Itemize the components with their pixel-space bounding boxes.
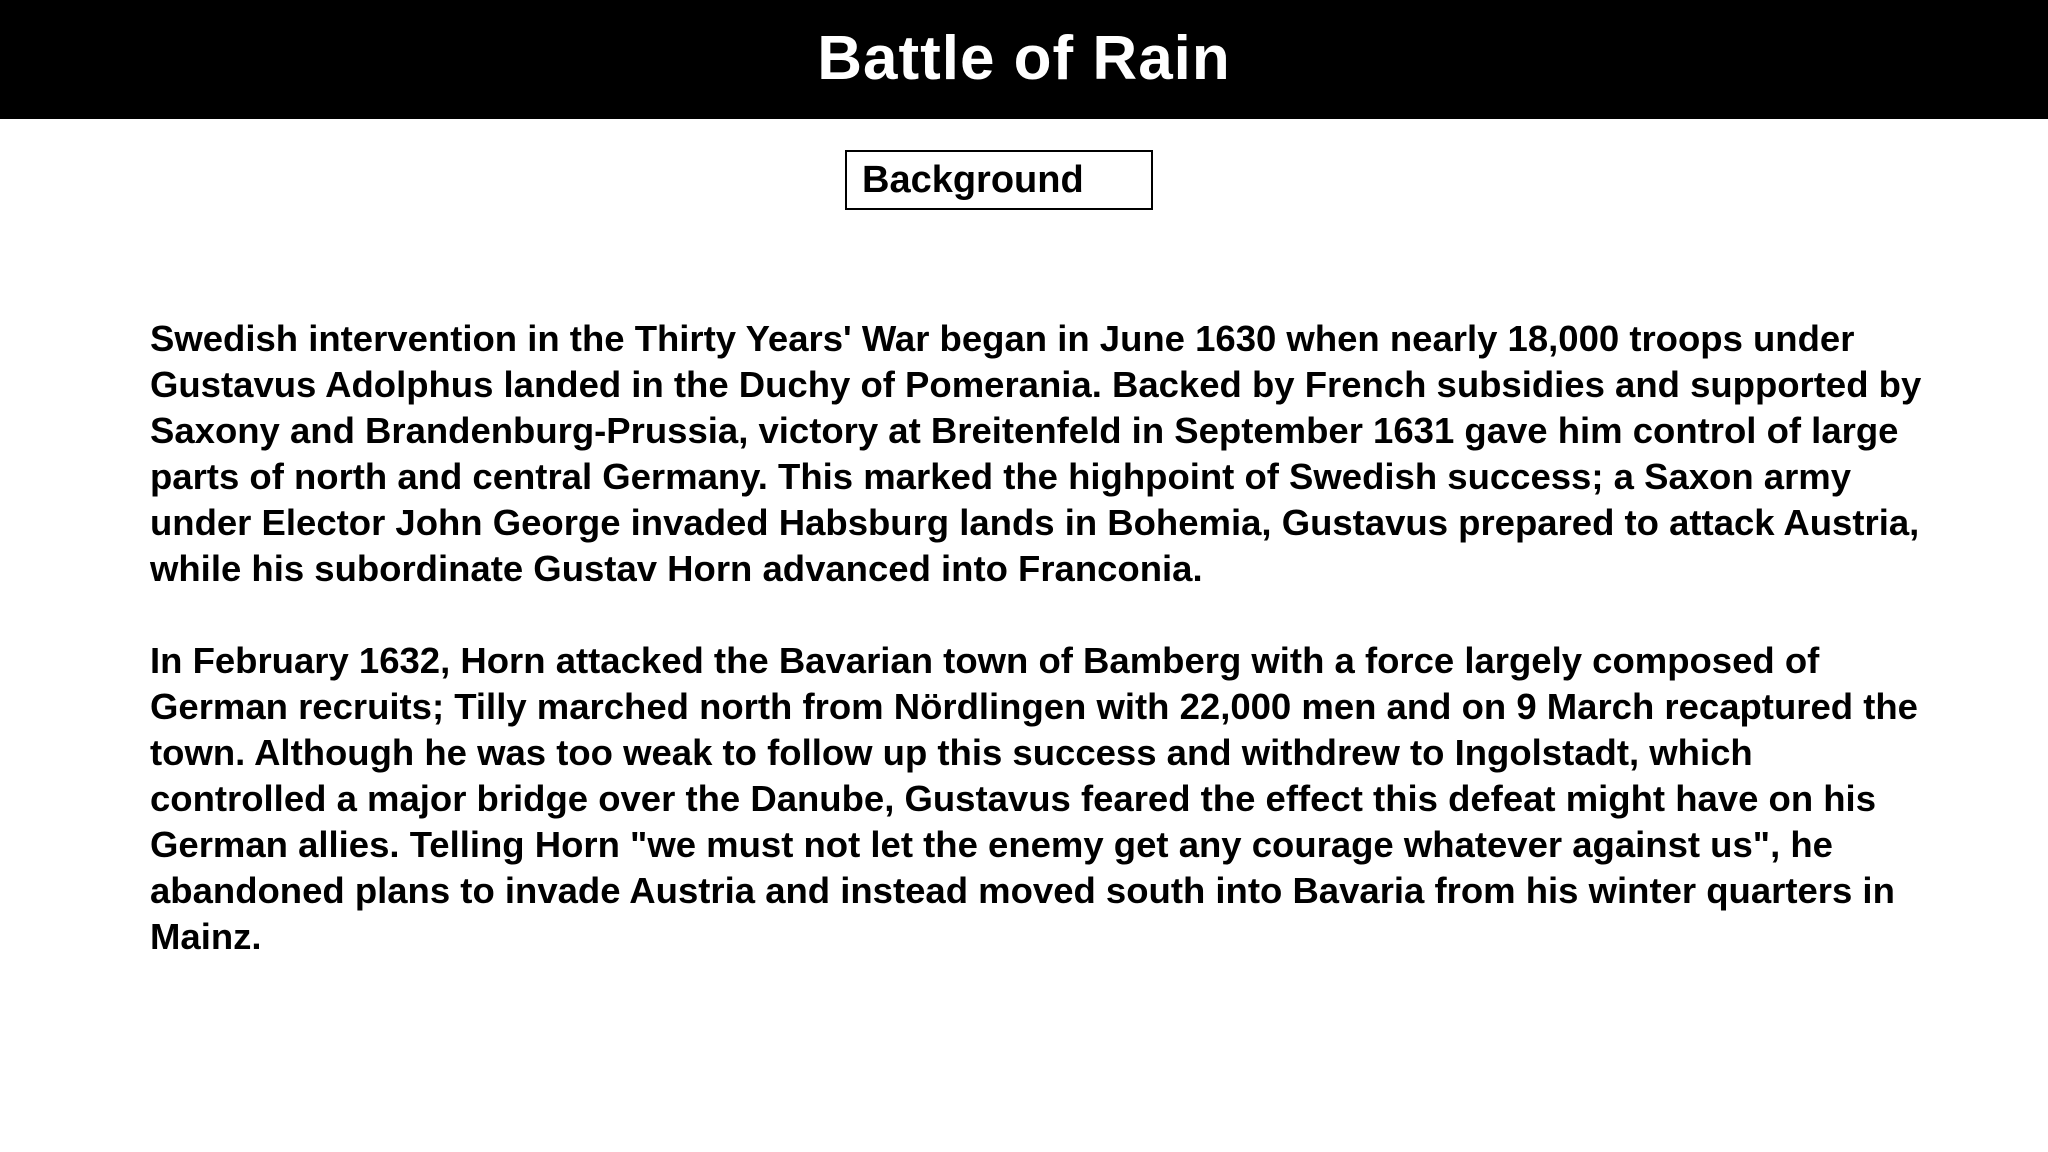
paragraph-2: In February 1632, Horn attacked the Bavarian town of Bamberg with a force largely composed of German recruits; Tilly marched north from Nördlingen with 22,000 men and on 9 March recaptured the town. Although he was too weak to follow up this success and withdrew to Ingolstadt, which controlled a major bridge over the Danube, Gustavus feared the effect this defeat might have on his German allies. Telling Horn "we must not let the enemy get any courage whatever against us", he abandoned plans to invade Austria and instead moved south into Bavaria from his winter quarters in Mainz. (150, 640, 1918, 957)
paragraph-1: Swedish intervention in the Thirty Years' War began in June 1630 when nearly 18,000 troops under Gustavus Adolphus landed in the Duchy of Pomerania. Backed by French subsidies and supported by Saxony and Brandenburg-Prussia, victory at Breitenfeld in September 1631 gave him control of large parts of north and central Germany. This marked the highpoint of Swedish success; a Saxon army under Elector John George invaded Habsburg lands in Bohemia, Gustavus prepared to attack Austria, while his subordinate Gustav Horn advanced into Franconia. (150, 318, 1922, 589)
section-heading: Background (862, 159, 1084, 201)
title-bar (0, 0, 2048, 119)
slide-title: Battle of Rain (817, 23, 1231, 93)
section-heading-box (845, 150, 1153, 210)
body-text (150, 316, 1930, 1006)
